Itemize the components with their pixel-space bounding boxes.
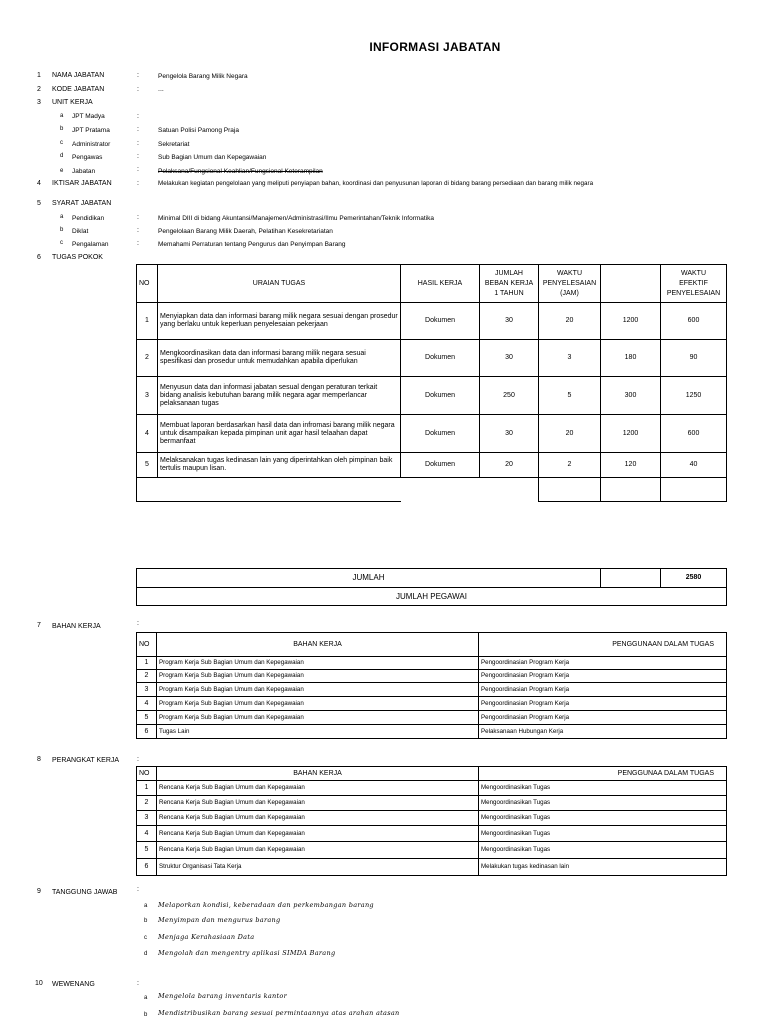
pk-row-no: 4	[137, 826, 157, 842]
row-no: 2	[137, 340, 158, 377]
bk-row-bahan: Tugas Lain	[157, 725, 479, 739]
tugas-pokok-table	[136, 264, 727, 502]
col-beban-1: JUMLAH	[494, 269, 523, 277]
sec10-label: WEWENANG	[52, 981, 95, 988]
table-row	[137, 725, 727, 739]
sec2-value: ...	[158, 86, 164, 93]
page-title: INFORMASI JABATAN	[369, 40, 501, 54]
sec5-num: 5	[37, 200, 41, 207]
sec2-num: 2	[37, 86, 41, 93]
row-no: 1	[137, 303, 158, 340]
sec5-colon-a: :	[137, 214, 139, 221]
sec3-value-b: Satuan Polisi Pamong Praja	[158, 127, 239, 134]
sec3-colon-d: :	[137, 153, 139, 160]
sec8-label: PERANGKAT KERJA	[52, 757, 120, 764]
jumlah-value: 2580	[661, 569, 727, 588]
sec5-label-b: Diklat	[72, 228, 89, 235]
sec3-label-b: JPT Pratama	[72, 127, 110, 134]
col-total	[601, 265, 661, 303]
sec5-letter-a: a	[60, 214, 64, 220]
row-uraian: Membuat laporan berdasarkan hasil data dan infromasi barang milik negara untuk disampaikan kepada pimpinan unit agar hasil telaahan dapat bermanfaat	[158, 415, 401, 453]
sec9-label: TANGGUNG JAWAB	[52, 889, 118, 896]
pk-row-bahan: Rencana Kerja Sub Bagian Umum dan Kepegawaian	[157, 781, 479, 796]
sec3-colon-e: :	[137, 166, 139, 173]
table-row	[137, 697, 727, 711]
row-efektif: 600	[661, 303, 727, 340]
bk-row-guna: Pengoordinasian Program Kerja	[479, 697, 727, 711]
bk-col-bahan: BAHAN KERJA	[157, 633, 479, 657]
sec6-num: 6	[37, 254, 41, 261]
row-no: 3	[137, 377, 158, 415]
sec9-letter-b: b	[144, 918, 148, 924]
jumlah-label: JUMLAH	[137, 569, 601, 588]
sec3-colon-a: :	[137, 113, 139, 120]
perangkat-kerja-table	[136, 766, 727, 876]
jumlah-pegawai-label: JUMLAH PEGAWAI	[137, 588, 727, 606]
row-hasil: Dokumen	[401, 340, 480, 377]
sec5-value-a: Minimal DIII di bidang Akuntansi/Manajemen/Administrasi/Ilmu Pemerintahan/Teknik Informatika	[158, 215, 435, 222]
row-uraian: Melaksanakan tugas kedinasan lain yang diperintahkan oleh pimpinan baik tertulis maupun lisan.	[158, 453, 401, 478]
row-waktu: 3	[539, 340, 601, 377]
table-row	[137, 453, 727, 478]
bk-row-bahan: Program Kerja Sub Bagian Umum dan Kepegawaian	[157, 683, 479, 697]
bk-row-no: 4	[137, 697, 157, 711]
bk-row-no: 5	[137, 711, 157, 725]
sec8-colon: :	[137, 756, 139, 763]
bk-row-guna: Pengoordinasian Program Kerja	[479, 711, 727, 725]
row-hasil: Dokumen	[401, 377, 480, 415]
table-row	[137, 657, 727, 670]
pk-row-guna: Mengoordinasikan Tugas	[479, 842, 727, 859]
row-beban: 30	[480, 303, 539, 340]
col-hasil: HASIL KERJA	[401, 265, 480, 303]
jumlah-table	[136, 568, 727, 606]
sec3-letter-a: a	[60, 113, 64, 119]
table-row	[137, 377, 727, 415]
sec2-colon: :	[137, 86, 139, 93]
table-row	[137, 340, 727, 377]
bahan-kerja-table	[136, 632, 727, 739]
sec8-num: 8	[37, 756, 41, 763]
table-row	[137, 711, 727, 725]
row-waktu: 20	[539, 303, 601, 340]
sec3-label-c: Administrator	[72, 141, 111, 148]
sec5-value-c: Memahami Perraturan tentang Pengurus dan Penyimpan Barang	[158, 241, 346, 248]
table-row	[137, 415, 727, 453]
col-waktu-3: (JAM)	[560, 289, 579, 297]
sec10-colon: :	[137, 980, 139, 987]
sec7-label: BAHAN KERJA	[52, 623, 101, 630]
sec3-colon-c: :	[137, 140, 139, 147]
bk-row-no: 2	[137, 670, 157, 683]
table-row	[137, 842, 727, 859]
sec10-value-b: Mendistribusikan barang sesuai permintaannya atas arahan atasan	[158, 1009, 400, 1017]
row-efektif: 600	[661, 415, 727, 453]
sec9-value-c: Menjaga Kerahasiaan Data	[158, 933, 255, 941]
row-waktu: 5	[539, 377, 601, 415]
row-hasil: Dokumen	[401, 303, 480, 340]
sec10-value-a: Mengelola barang inventaris kantor	[158, 992, 288, 1000]
row-uraian: Menyusun data dan informasi jabatan sesual dengan peraturan terkait bidang analisis kebutuhan barang milik negara agar memperlancar pelaksanaan tugas	[158, 377, 401, 415]
bk-row-no: 6	[137, 725, 157, 739]
table-header-row	[137, 265, 727, 303]
sec9-value-b: Menyimpan dan mengurus barang	[158, 916, 281, 924]
pk-row-no: 1	[137, 781, 157, 796]
pk-row-bahan: Rencana Kerja Sub Bagian Umum dan Kepegawaian	[157, 811, 479, 826]
bk-row-guna: Pengoordinasian Program Kerja	[479, 683, 727, 697]
bk-row-no: 3	[137, 683, 157, 697]
sec1-colon: :	[137, 72, 139, 79]
sec3-colon-b: :	[137, 126, 139, 133]
bk-row-bahan: Program Kerja Sub Bagian Umum dan Kepegawaian	[157, 711, 479, 725]
table-row	[137, 796, 727, 811]
row-hasil: Dokumen	[401, 415, 480, 453]
table-row-empty	[137, 478, 727, 502]
sec6-label: TUGAS POKOK	[52, 254, 103, 261]
pk-row-bahan: Struktur Organisasi Tata Kerja	[157, 859, 479, 876]
pk-row-guna: Mengoordinasikan Tugas	[479, 796, 727, 811]
row-waktu: 20	[539, 415, 601, 453]
pk-row-guna: Mengoordinasikan Tugas	[479, 826, 727, 842]
table-row	[137, 670, 727, 683]
row-efektif: 90	[661, 340, 727, 377]
col-beban-2: BEBAN KERJA	[484, 279, 534, 287]
row-uraian: Menyiapkan data dan informasi barang milik negara sesuai dengan prosedur yang berlaku untuk keperluan penyelesaian pekerjaan	[158, 303, 401, 340]
table-row	[137, 811, 727, 826]
row-total: 300	[601, 377, 661, 415]
row-beban: 30	[480, 415, 539, 453]
table-row	[137, 303, 727, 340]
table-row	[137, 826, 727, 842]
pk-row-bahan: Rencana Kerja Sub Bagian Umum dan Kepegawaian	[157, 842, 479, 859]
table-row	[137, 859, 727, 876]
sec3-label-a: JPT Madya	[72, 113, 105, 120]
pk-col-guna: PENGGUNAA DALAM TUGAS	[479, 767, 727, 781]
sec9-value-d: Mengolah dan mengentry aplikasi SIMDA Barang	[158, 949, 336, 957]
col-efektif-3: PENYELESAIAN	[666, 289, 721, 297]
row-beban: 30	[480, 340, 539, 377]
sec3-value-c: Sekretariat	[158, 141, 190, 148]
sec4-label: IKTISAR JABATAN	[52, 180, 112, 187]
pk-row-no: 3	[137, 811, 157, 826]
sec7-colon: :	[137, 620, 139, 627]
table-row	[137, 683, 727, 697]
pk-row-guna: Melakukan tugas kedinasan lain	[479, 859, 727, 876]
bk-row-guna: Pengoordinasian Program Kerja	[479, 670, 727, 683]
sec3-label: UNIT KERJA	[52, 99, 93, 106]
bk-row-bahan: Program Kerja Sub Bagian Umum dan Kepegawaian	[157, 697, 479, 711]
sec5-label-a: Pendidikan	[72, 215, 105, 222]
pk-row-no: 6	[137, 859, 157, 876]
row-hasil: Dokumen	[401, 453, 480, 478]
sec3-letter-d: d	[60, 153, 64, 159]
table-row	[137, 781, 727, 796]
sec7-num: 7	[37, 622, 41, 629]
sec9-num: 9	[37, 888, 41, 895]
sec10-letter-b: b	[144, 1012, 148, 1018]
sec9-value-a: Melaporkan kondisi, keberadaan dan perkembangan barang	[158, 901, 374, 909]
row-uraian: Mengkoordinasikan data dan informasi barang milik negara sesuai spesifikasi dan prosedur untuk memudahkan apabila diperlukan	[158, 340, 401, 377]
sec3-letter-b: b	[60, 126, 64, 132]
pk-row-guna: Mengoordinasikan Tugas	[479, 781, 727, 796]
sec3-letter-c: c	[60, 140, 63, 146]
col-beban-3: 1 TAHUN	[494, 289, 524, 297]
sec3-letter-e: e	[60, 168, 64, 174]
sec3-label-d: Pengawas	[72, 154, 103, 161]
col-efektif-2: EFEKTIF	[679, 279, 708, 287]
row-efektif: 40	[661, 453, 727, 478]
pk-row-bahan: Rencana Kerja Sub Bagian Umum dan Kepegawaian	[157, 826, 479, 842]
sec3-label-e: Jabatan	[72, 168, 96, 175]
sec4-value: Melakukan kegiatan pengelolaan yang meliputi penyiapan bahan, koordinasi dan penyusunan laporan di bidang barang persediaan dan barang milik negara	[158, 180, 594, 187]
bk-col-guna: PENGGUNAAN DALAM TUGAS	[479, 633, 727, 657]
sec5-colon-b: :	[137, 227, 139, 234]
row-beban: 20	[480, 453, 539, 478]
sec9-colon: :	[137, 886, 139, 893]
row-total: 1200	[601, 303, 661, 340]
row-total: 180	[601, 340, 661, 377]
sec9-letter-c: c	[144, 935, 147, 941]
sec5-letter-b: b	[60, 227, 64, 233]
sec2-label: KODE JABATAN	[52, 86, 105, 93]
row-efektif: 1250	[661, 377, 727, 415]
sec9-letter-d: d	[144, 951, 148, 957]
bk-row-no: 1	[137, 657, 157, 670]
sec5-letter-c: c	[60, 240, 63, 246]
col-waktu-2: PENYELESAIAN	[542, 279, 597, 287]
jumlah-empty	[601, 569, 661, 588]
bk-row-bahan: Program Kerja Sub Bagian Umum dan Kepegawaian	[157, 670, 479, 683]
row-waktu: 2	[539, 453, 601, 478]
pk-col-bahan: BAHAN KERJA	[157, 767, 479, 781]
sec10-letter-a: a	[144, 995, 148, 1001]
sec5-value-b: Pengelolaan Barang Milik Daerah, Pelatihan Kesekretariatan	[158, 228, 333, 235]
sec3-value-e: Pelaksana/Fungsional Keahlian/Fungsional Keterampilan	[158, 168, 323, 175]
pk-col-no: NO	[137, 767, 157, 781]
sec9-letter-a: a	[144, 903, 148, 909]
bk-row-bahan: Program Kerja Sub Bagian Umum dan Kepegawaian	[157, 657, 479, 670]
pk-row-bahan: Rencana Kerja Sub Bagian Umum dan Kepegawaian	[157, 796, 479, 811]
sec4-colon: :	[137, 180, 139, 187]
sec10-num: 10	[35, 980, 43, 987]
row-beban: 250	[480, 377, 539, 415]
bk-row-guna: Pengoordinasian Program Kerja	[479, 657, 727, 670]
bk-row-guna: Pelaksanaan Hubungan Kerja	[479, 725, 727, 739]
col-efektif	[661, 265, 727, 303]
sec1-value: Pengelola Barang Milik Negara	[158, 73, 248, 80]
col-waktu	[539, 265, 601, 303]
bk-col-no: NO	[137, 633, 157, 657]
row-total: 1200	[601, 415, 661, 453]
pk-row-guna: Mengoordinasikan Tugas	[479, 811, 727, 826]
row-total: 120	[601, 453, 661, 478]
sec1-label: NAMA JABATAN	[52, 72, 105, 79]
row-no: 5	[137, 453, 158, 478]
row-no: 4	[137, 415, 158, 453]
sec5-label: SYARAT JABATAN	[52, 200, 112, 207]
col-beban	[480, 265, 539, 303]
sec3-num: 3	[37, 99, 41, 106]
col-efektif-1: WAKTU	[680, 269, 707, 277]
col-no: NO	[137, 265, 158, 303]
pk-row-no: 5	[137, 842, 157, 859]
col-uraian: URAIAN TUGAS	[158, 265, 401, 303]
sec5-colon-c: :	[137, 240, 139, 247]
sec3-value-d: Sub Bagian Umum dan Kepegawaian	[158, 154, 267, 161]
sec4-num: 4	[37, 180, 41, 187]
pk-row-no: 2	[137, 796, 157, 811]
sec5-label-c: Pengalaman	[72, 241, 109, 248]
sec1-num: 1	[37, 72, 41, 79]
col-waktu-1: WAKTU	[556, 269, 583, 277]
